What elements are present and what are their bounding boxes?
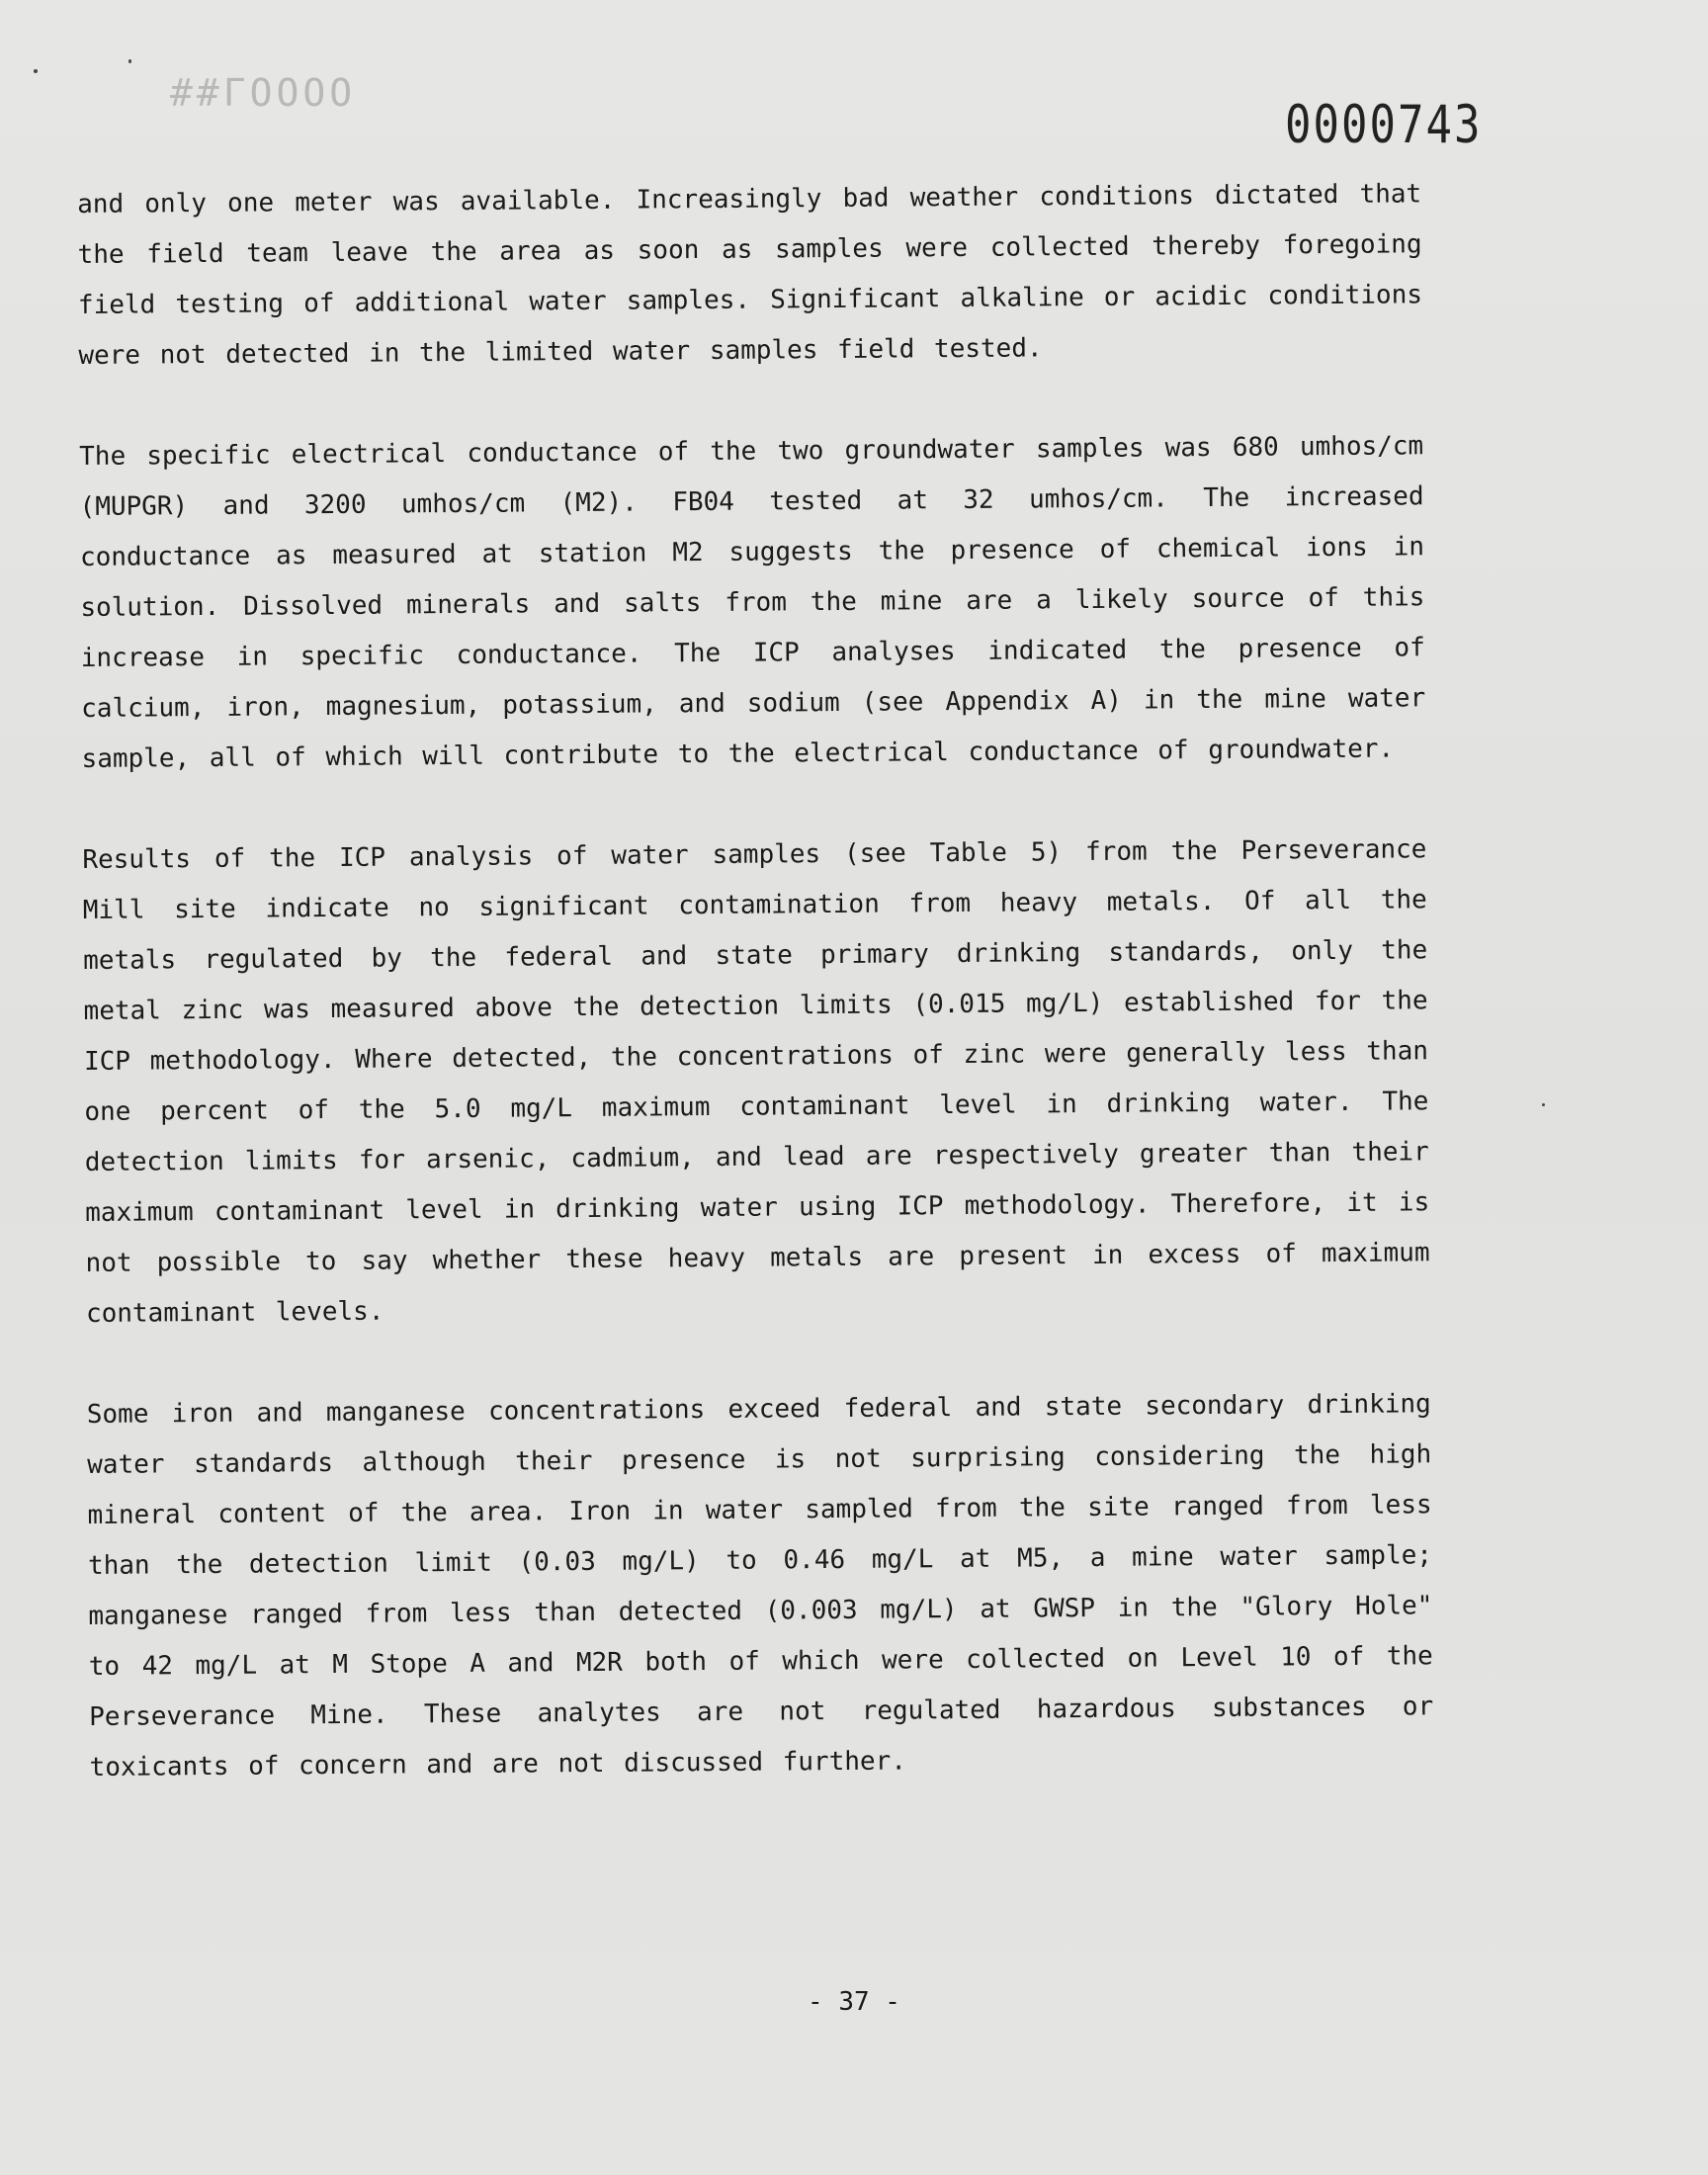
scan-speck [34,69,38,73]
paragraph-field-testing: and only one meter was available. Increasingly bad weather conditions dictated that the field team leave the area as soon as samples were collected thereby foregoing field testing of additional water samples. Significant alkaline or acidic conditions were not detected in the limited water samples field tested. [77,179,1423,371]
faint-stamp-number: ##ГОООО [170,71,357,115]
document-number: 0000743 [1285,95,1483,156]
scan-speck [128,59,131,63]
body-text [77,169,1434,1844]
page-number: - 37 - [808,1987,900,2017]
paragraph-icp-results: Results of the ICP analysis of water samples (see Table 5) from the Perseverance Mill site indicate no significant contamination from heavy metals. Of all the metals regulated by the federal and state primary drinking standards, only the metal zinc was measured above the detection limits (0.015 mg/L) established for the ICP methodology. Where detected, the concentrations of zinc were generally less than one percent of the 5.0 mg/L maximum contaminant level in drinking water. The detection limits for arsenic, cadmium, and lead are respectively greater than their maximum contaminant level in drinking water using ICP methodology. Therefore, it is not possible to say whether these heavy metals are present in excess of maximum contaminant levels. [82,834,1430,1329]
scan-speck [1542,1103,1545,1106]
paragraph-conductance: The specific electrical conductance of the two groundwater samples was 680 umhos/cm (MUPGR) and 3200 umhos/cm (M2). FB04 tested at 32 umhos/cm. The increased conductance as measured at station M2 suggests the presence of chemical ions in solution. Dissolved minerals and salts from the mine are a likely source of this increase in specific conductance. The ICP analyses indicated the presence of calcium, iron, magnesium, potassium, and sodium (see Appendix A) in the mine water sample, all of which will contribute to the electrical conductance of groundwater. [79,431,1426,774]
paragraph-iron-manganese: Some iron and manganese concentrations exceed federal and state secondary drinking water standards although their presence is not surprising considering the high mineral content of the area. Iron in water sampled from the site ranged from less than the detection limit (0.03 mg/L) to 0.46 mg/L at M5, a mine water sample; manganese ranged from less than detected (0.003 mg/L) at GWSP in the "Glory Hole" to 42 mg/L at M Stope A and M2R both of which were collected on Level 10 of the Perseverance Mine. These analytes are not regulated hazardous substances or toxicants of concern and are not discussed further. [86,1389,1434,1783]
